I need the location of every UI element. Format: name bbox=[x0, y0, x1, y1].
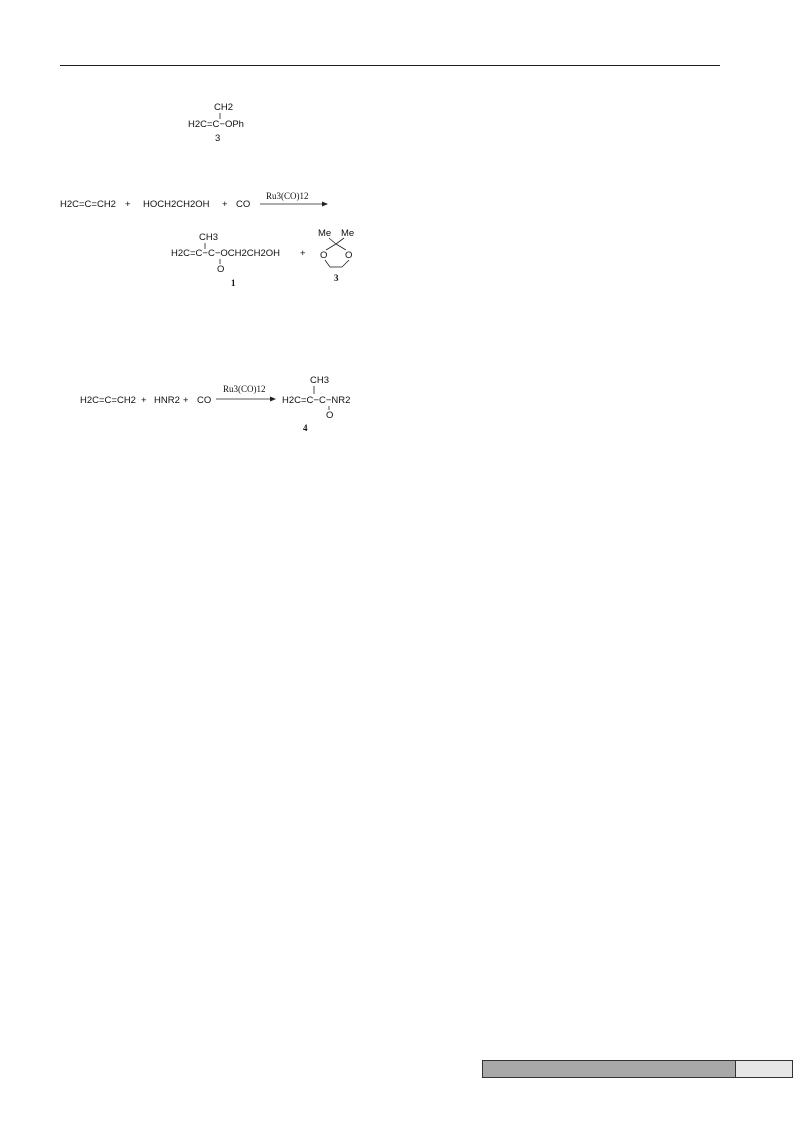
top-formula: H2C=C−OPh bbox=[188, 119, 244, 130]
s1-p3-me-right: Me bbox=[341, 228, 355, 239]
footer-page-box bbox=[736, 1060, 793, 1078]
s2-catalyst: Ru3(CO)12 bbox=[223, 384, 266, 394]
footer-bar bbox=[482, 1060, 736, 1078]
s2-allene: H2C=C=CH2 bbox=[80, 395, 136, 406]
s2-product-number: 4 bbox=[303, 423, 308, 433]
s1-p3-me-left: Me bbox=[318, 228, 332, 239]
scheme-1 bbox=[60, 191, 354, 288]
s1-p3-ring-bond-3 bbox=[325, 260, 330, 267]
s2-product-methyl: CH3 bbox=[310, 375, 330, 386]
s1-p3-ring-bond-5 bbox=[342, 260, 349, 267]
s2-amine: HNR2 bbox=[154, 395, 180, 406]
s2-plus-2: + bbox=[183, 395, 189, 406]
s2-product-carbonyl: O bbox=[326, 410, 334, 421]
s1-p1-number: 1 bbox=[231, 278, 236, 288]
s1-plus-3: + bbox=[300, 248, 306, 259]
top-ch2-label: CH2 bbox=[214, 102, 234, 113]
scheme-2 bbox=[80, 375, 350, 433]
s1-catalyst: Ru3(CO)12 bbox=[266, 191, 309, 201]
s1-p1-methyl: CH3 bbox=[199, 232, 219, 243]
s1-arrowhead bbox=[322, 202, 328, 207]
s1-p3-number: 3 bbox=[334, 273, 339, 283]
s2-arrowhead bbox=[270, 397, 276, 402]
s1-allene: H2C=C=CH2 bbox=[60, 199, 116, 210]
s1-plus-2: + bbox=[222, 199, 228, 210]
s1-p1-carbonyl: O bbox=[217, 264, 225, 275]
s1-p3-o-right: O bbox=[345, 250, 353, 261]
s2-co: CO bbox=[197, 395, 212, 406]
s1-glycol: HOCH2CH2OH bbox=[143, 199, 210, 210]
s2-plus-1: + bbox=[141, 395, 147, 406]
top-compound-number: 3 bbox=[215, 133, 221, 144]
s1-co: CO bbox=[236, 199, 251, 210]
s1-p3-me-bond-left bbox=[329, 238, 336, 244]
s1-p1-formula: H2C=C−C−OCH2CH2OH bbox=[171, 248, 281, 259]
top-structure bbox=[188, 102, 244, 144]
s2-product-formula: H2C=C−C−NR2 bbox=[282, 395, 351, 406]
s1-p3-o-left: O bbox=[320, 250, 328, 261]
s1-p3-ring-bond-1 bbox=[326, 244, 336, 250]
s1-plus-1: + bbox=[125, 199, 131, 210]
s1-p3-me-bond-right bbox=[336, 238, 344, 244]
